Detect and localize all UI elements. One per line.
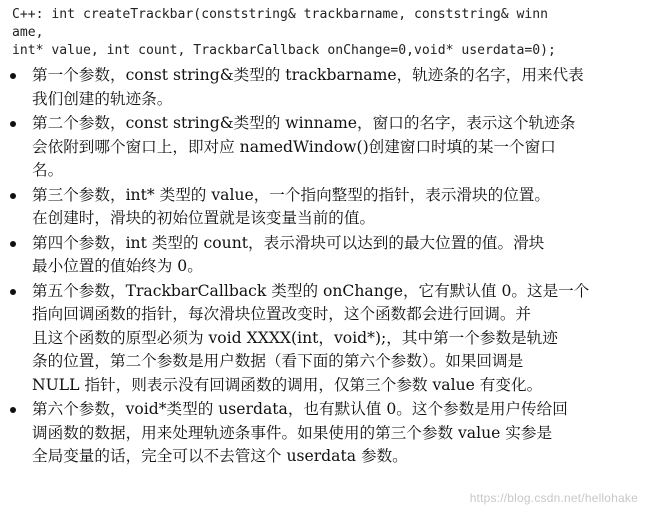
param-line: 第四个参数，int 类型的 count，表示滑块可以达到的最大位置的值。滑块: [32, 233, 545, 252]
param-line: 名。: [32, 161, 64, 179]
param-line: 在创建时，滑块的初始位置就是该变量当前的值。: [32, 209, 376, 227]
bullet-icon: [10, 73, 16, 79]
signature-line: C++: int createTrackbar(conststring& trackbarname, conststring& winn: [12, 7, 549, 22]
bullet-icon: [10, 407, 16, 413]
param-line: 第二个参数，const string&类型的 winname，窗口的名字，表示这个轨迹条: [32, 114, 576, 132]
parameter-item: [0, 232, 650, 279]
param-line: 第三个参数，int* 类型的 value，一个指向整型的指针，表示滑块的位置。: [32, 185, 550, 204]
param-line: 会依附到哪个窗口上，即对应 namedWindow()创建窗口时填的某一个窗口: [32, 137, 556, 156]
param-line: 我们创建的轨迹条。: [32, 89, 173, 108]
signature-line: int* value, int count, TrackbarCallback onChange=0,void* userdata=0);: [12, 43, 556, 58]
bullet-icon: [10, 121, 16, 127]
parameter-item: [0, 398, 650, 469]
parameter-list: [0, 64, 650, 470]
param-line: 第一个参数，const string&类型的 trackbarname，轨迹条的名字，用来代表: [32, 66, 584, 84]
param-line: 全局变量的话，完全可以不去管这个 userdata 参数。: [32, 447, 408, 465]
bullet-icon: [10, 193, 16, 199]
param-line: 指向回调函数的指针，每次滑块位置改变时，这个函数都会进行回调。并: [32, 305, 532, 323]
param-line: NULL 指针，则表示没有回调函数的调用，仅第三个参数 value 有变化。: [32, 375, 543, 394]
signature-line: ame,: [12, 25, 44, 40]
watermark-text: https://blog.csdn.net/hellohake: [469, 491, 638, 505]
parameter-item: [0, 280, 650, 398]
bullet-icon: [10, 241, 16, 247]
param-line: 条的位置，第二个参数是用户数据（看下面的第六个参数）。如果回调是: [32, 352, 524, 370]
param-line: 最小位置的值始终为 0。: [32, 257, 203, 275]
parameter-item: [0, 184, 650, 231]
parameter-item: [0, 64, 650, 111]
param-line: 调函数的数据，用来处理轨迹条事件。如果使用的第三个参数 value 实参是: [32, 423, 553, 442]
function-signature: [12, 6, 638, 60]
bullet-icon: [10, 289, 16, 295]
param-line: 第六个参数，void*类型的 userdata，也有默认值 0。这个参数是用户传给回: [32, 400, 568, 418]
param-line: 第五个参数，TrackbarCallback 类型的 onChange，它有默认值 0。这是一个: [32, 281, 590, 300]
parameter-item: [0, 112, 650, 183]
param-line: 且这个函数的原型必须为 void XXXX(int，void*);，其中第一个参数是轨迹: [32, 328, 558, 347]
